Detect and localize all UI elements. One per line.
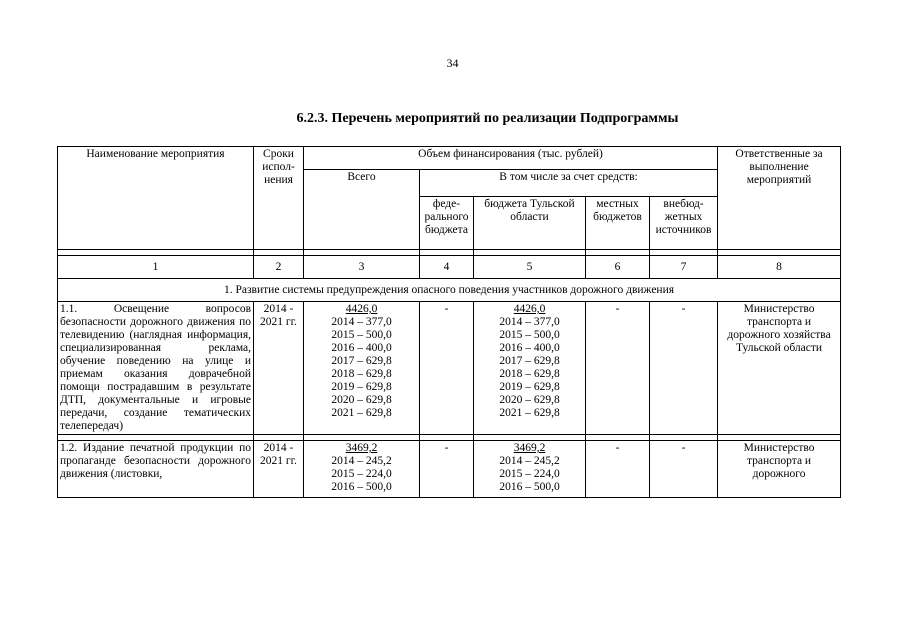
year-value: 2016 – 500,0 [331,481,392,493]
col-number: 8 [718,256,841,279]
total-cell [304,302,420,435]
year-value: 2019 – 629,8 [331,381,392,393]
year-value: 2014 – 245,2 [331,455,392,467]
offbudget-value: - [650,441,718,498]
header-row-1 [58,147,841,170]
col-number: 1 [58,256,254,279]
responsible-value: Министерство транспорта и дорожного хозяйства Тульской области [718,302,841,435]
section-row [58,279,841,302]
year-value: 2021 – 629,8 [499,407,560,419]
year-value: 2018 – 629,8 [331,368,392,380]
activity-name: 1.1. Освещение вопросов безопасности дорожного движения по телевидению (наглядная информация, специализированная реклама, обучение поведению на улице и приемам оказания доврачебной помощи пострадавшим в результате ДТП, документальные и игровые передачи, создание тематических телепередач) [58,302,254,435]
activity-term: 2014 - 2021 гг. [254,441,304,498]
year-value: 2021 – 629,8 [331,407,392,419]
header-total: Всего [304,170,420,250]
header-including: В том числе за счет средств: [420,170,718,197]
total-sum: 3469,2 [345,442,378,454]
header-responsible: Ответственные за выполнение мероприятий [718,147,841,250]
local-value: - [586,441,650,498]
year-value: 2016 – 500,0 [499,481,560,493]
local-value: - [586,302,650,435]
header-name: Наименование мероприятия [58,147,254,250]
header-volume: Объем финансирования (тыс. рублей) [304,147,718,170]
regional-cell [474,441,586,498]
federal-value: - [420,302,474,435]
year-value: 2018 – 629,8 [499,368,560,380]
responsible-value: Министерство транспорта и дорожного [718,441,841,498]
header-local: местных бюджетов [586,197,650,250]
offbudget-value: - [650,302,718,435]
year-value: 2020 – 629,8 [499,394,560,406]
activities-table [57,146,841,498]
col-number: 5 [474,256,586,279]
col-number: 4 [420,256,474,279]
year-value: 2015 – 500,0 [499,329,560,341]
regional-sum: 3469,2 [513,442,546,454]
year-value: 2020 – 629,8 [331,394,392,406]
year-value: 2015 – 224,0 [331,468,392,480]
year-value: 2014 – 245,2 [499,455,560,467]
year-value: 2015 – 224,0 [499,468,560,480]
table-row [58,441,841,498]
header-federal: феде-рального бюджета [420,197,474,250]
year-value: 2014 – 377,0 [331,316,392,328]
year-value: 2019 – 629,8 [499,381,560,393]
year-value: 2017 – 629,8 [499,355,560,367]
activity-name: 1.2. Издание печатной продукции по пропаганде безопасности дорожного движения (листовки, [58,441,254,498]
year-value: 2016 – 400,0 [331,342,392,354]
page-number: 34 [446,56,459,70]
col-number: 7 [650,256,718,279]
header-offbudget: внебюд-жетных источников [650,197,718,250]
section-title: 1. Развитие системы предупреждения опасного поведения участников дорожного движения [58,279,841,302]
table-row [58,302,841,435]
year-value: 2014 – 377,0 [499,316,560,328]
regional-cell [474,302,586,435]
activity-term: 2014 - 2021 гг. [254,302,304,435]
total-sum: 4426,0 [345,303,378,315]
year-value: 2017 – 629,8 [331,355,392,367]
year-value: 2016 – 400,0 [499,342,560,354]
regional-sum: 4426,0 [513,303,546,315]
col-number: 2 [254,256,304,279]
header-term: Сроки испол-нения [254,147,304,250]
header-regional: бюджета Тульской области [474,197,586,250]
total-cell [304,441,420,498]
document-title: 6.2.3. Перечень мероприятий по реализации Подпрограммы [296,111,679,126]
col-number: 6 [586,256,650,279]
column-numbers-row [58,256,841,279]
year-value: 2015 – 500,0 [331,329,392,341]
col-number: 3 [304,256,420,279]
federal-value: - [420,441,474,498]
